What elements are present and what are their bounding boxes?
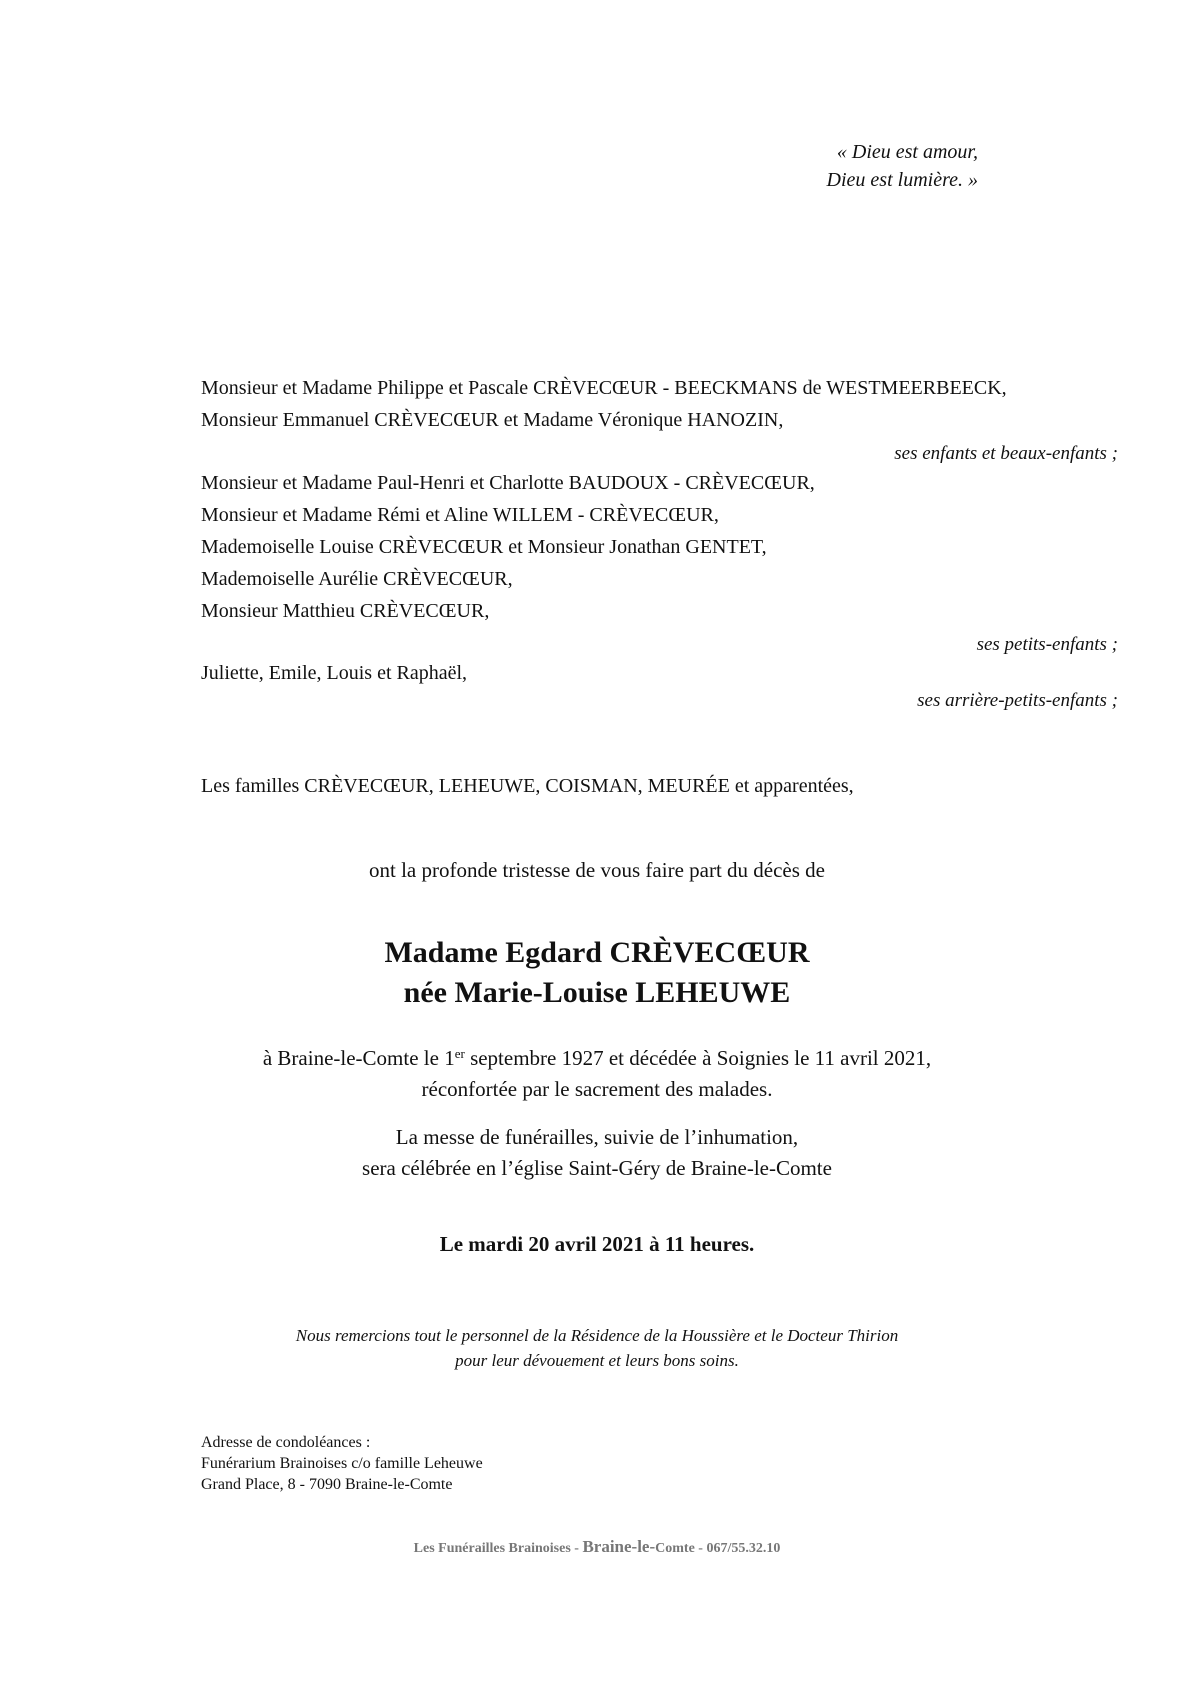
funeral-home-footer [0,1537,1194,1557]
mass-block [0,1122,1194,1184]
mass-line-2: sera célébrée en l’église Saint-Géry de Braine-le-Comte [362,1156,832,1180]
grandchild-line-1: Monsieur et Madame Paul-Henri et Charlotte BAUDOUX - CRÈVECŒUR, [201,472,815,494]
footer-part-3: Comte - 067/55.32.10 [655,1541,781,1556]
dates-line-1 [0,1038,1194,1074]
child-line-2: Monsieur Emmanuel CRÈVECŒUR et Madame Véronique HANOZIN, [201,409,784,431]
mass-line-1: La messe de funérailles, suivie de l’inhumation, [395,1125,799,1149]
quote-line-1: « Dieu est amour, [836,141,978,163]
thanks-line-2: pour leur dévouement et leurs bons soins. [455,1351,739,1370]
dates-line-2: réconfortée par le sacrement des malades. [421,1077,773,1101]
grandchild-line-5: Monsieur Matthieu CRÈVECŒUR, [201,600,490,622]
quote-line-2: Dieu est lumière. » [826,169,978,191]
epigraph-quote [827,138,978,194]
great-grandchildren-line: Juliette, Emile, Louis et Raphaël, [201,662,468,684]
footer-part-2: Braine-le- [582,1537,656,1556]
condolences-label: Adresse de condoléances : [201,1434,371,1451]
born-prefix: à Braine-le-Comte le 1 [262,1046,455,1070]
announcement-line: ont la profonde tristesse de vous faire part du décès de [368,858,825,882]
born-superscript: er [454,1046,465,1061]
condolences-address [201,1432,483,1495]
dates-block [0,1038,1194,1105]
deceased-name: Madame Egdard CRÈVECŒUR [384,936,810,969]
deceased-block [0,933,1194,1013]
born-suffix: septembre 1927 et décédée à Soignies le 11 avril 2021, [464,1046,932,1070]
footer-part-1: Les Funérailles Brainoises - [413,1541,583,1556]
deceased-maiden-name: née Marie-Louise LEHEUWE [403,976,791,1009]
thanks-block [0,1323,1194,1373]
children-role: ses enfants et beaux-enfants ; [894,443,1118,464]
condolences-line-2: Grand Place, 8 - 7090 Braine-le-Comte [201,1476,453,1493]
great-grandchildren-role: ses arrière-petits-enfants ; [917,690,1118,711]
grandchild-line-2: Monsieur et Madame Rémi et Aline WILLEM - CRÈVECŒUR, [201,504,719,526]
child-line-1: Monsieur et Madame Philippe et Pascale CRÈVECŒUR - BEECKMANS de WESTMEERBEECK, [201,377,1007,399]
ceremony-date: Le mardi 20 avril 2021 à 11 heures. [439,1232,755,1256]
thanks-line-1: Nous remercions tout le personnel de la Résidence de la Houssière et le Docteur Thirion [295,1326,899,1345]
grandchild-line-4: Mademoiselle Aurélie CRÈVECŒUR, [201,568,513,590]
grandchild-line-3: Mademoiselle Louise CRÈVECŒUR et Monsieur Jonathan GENTET, [201,536,767,558]
grandchildren-role: ses petits-enfants ; [976,634,1118,655]
families-line: Les familles CRÈVECŒUR, LEHEUWE, COISMAN, MEURÉE et apparentées, [201,775,854,797]
condolences-line-1: Funérarium Brainoises c/o famille Leheuwe [201,1455,483,1472]
